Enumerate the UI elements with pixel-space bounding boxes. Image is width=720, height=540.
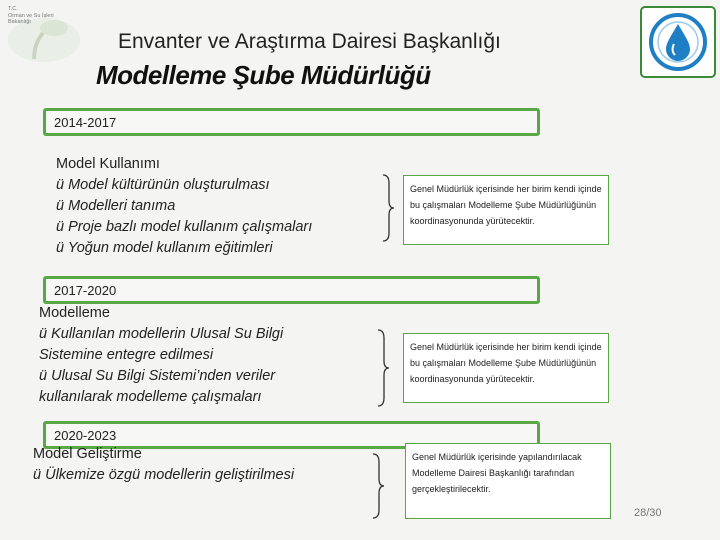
page-subtitle: Modelleme Şube Müdürlüğü bbox=[96, 60, 431, 90]
period-2014-2017-bar bbox=[43, 108, 540, 136]
section-1-note: Genel Müdürlük içerisinde her birim kendi içinde bu çalışmaları Modelleme Şube Müdürlüğünün koordinasyonunda yürütecektir. bbox=[403, 175, 609, 245]
list-item: ü Model kültürünün oluşturulması bbox=[56, 177, 270, 193]
section-2-list bbox=[39, 303, 283, 408]
section-heading: Modelleme bbox=[39, 305, 110, 321]
section-1-list bbox=[56, 154, 312, 259]
list-item: ü Kullanılan modellerin Ulusal Su Bilgi bbox=[39, 326, 284, 342]
list-item: ü Yoğun model kullanım eğitimleri bbox=[56, 240, 273, 256]
section-3-list bbox=[33, 444, 294, 486]
right-brace-icon bbox=[376, 328, 390, 408]
section-2-note: Genel Müdürlük içerisinde her birim kendi içinde bu çalışmaları Modelleme Şube Müdürlüğünün koordinasyonunda yürütecektir. bbox=[403, 333, 609, 403]
section-3-note: Genel Müdürlük içerisinde yapılandırılacak Modelleme Dairesi Başkanlığı tarafından gerçekleştirilecektir. bbox=[405, 443, 611, 519]
list-item: ü Ulusal Su Bilgi Sistemi’nden veriler bbox=[39, 368, 276, 384]
list-item: ü Modelleri tanıma bbox=[56, 198, 176, 214]
right-brace-icon bbox=[381, 173, 395, 243]
period-2017-2020-bar bbox=[43, 276, 540, 304]
period-label: 2017-2020 bbox=[54, 283, 117, 298]
list-item: kullanılarak modelleme çalışmaları bbox=[39, 389, 262, 405]
list-item: ü Ülkemize özgü modellerin geliştirilmesi bbox=[33, 467, 295, 483]
period-label: 2020-2023 bbox=[54, 428, 117, 443]
water-drop-seal-icon bbox=[640, 6, 716, 78]
ministry-logo-text: T.C. Orman ve Su İşleri Bakanlığı bbox=[8, 6, 54, 25]
section-heading: Model Kullanımı bbox=[56, 156, 160, 172]
agency-seal bbox=[640, 6, 716, 78]
page-title: Envanter ve Araştırma Dairesi Başkanlığı bbox=[118, 30, 501, 53]
period-label: 2014-2017 bbox=[54, 115, 117, 130]
page-number: 28/30 bbox=[634, 507, 662, 519]
section-heading: Model Geliştirme bbox=[33, 446, 142, 462]
ministry-logo bbox=[4, 4, 90, 66]
right-brace-icon bbox=[371, 452, 385, 520]
list-item: Sistemine entegre edilmesi bbox=[39, 347, 214, 363]
list-item: ü Proje bazlı model kullanım çalışmaları bbox=[56, 219, 313, 235]
